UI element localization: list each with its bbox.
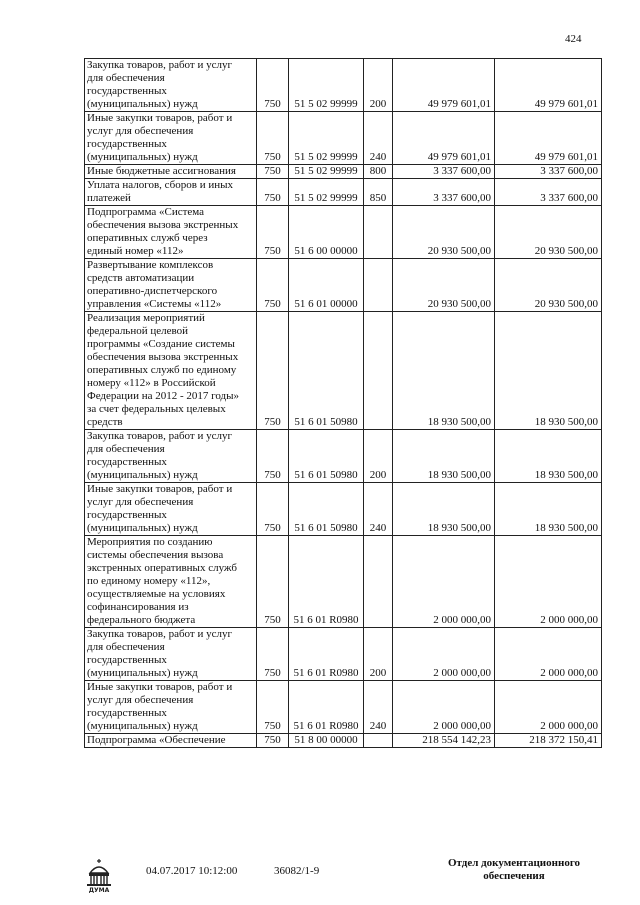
row-vr-cell: 200	[364, 59, 393, 112]
row-sum-2017-cell: 20 930 500,00	[393, 259, 495, 312]
row-ved-cell: 750	[257, 681, 289, 734]
row-ved-cell: 750	[257, 430, 289, 483]
row-name-cell: Иные бюджетные ассигнования	[85, 165, 257, 179]
table-row	[85, 681, 602, 734]
table-row	[85, 312, 602, 430]
row-sum-2018-cell: 218 372 150,41	[495, 734, 602, 748]
row-name-cell: Мероприятия по созданию системы обеспечения вызова экстренных оперативных служб по единому номеру «112», осуществляемые на условиях софинансирования из федерального бюджета	[85, 536, 257, 628]
row-name-cell: Закупка товаров, работ и услуг для обеспечения государственных (муниципальных) нужд	[85, 59, 257, 112]
row-ved-cell: 750	[257, 179, 289, 206]
row-ved-cell: 750	[257, 165, 289, 179]
row-name-cell: Реализация мероприятий федеральной целевой программы «Создание системы обеспечения вызова экстренных оперативных служб по единому номеру «112» в Российской Федерации на 2012 - 2017 годы» за счет федеральных целевых средств	[85, 312, 257, 430]
row-name-cell: Подпрограмма «Система обеспечения вызова экстренных оперативных служб через единый номер «112»	[85, 206, 257, 259]
row-csr-cell: 51 6 01 50980	[289, 312, 364, 430]
row-name-cell: Закупка товаров, работ и услуг для обеспечения государственных (муниципальных) нужд	[85, 430, 257, 483]
row-name-cell: Подпрограмма «Обеспечение	[85, 734, 257, 748]
row-csr-cell: 51 8 00 00000	[289, 734, 364, 748]
row-sum-2018-cell: 20 930 500,00	[495, 206, 602, 259]
budget-table	[84, 58, 602, 748]
row-sum-2017-cell: 2 000 000,00	[393, 681, 495, 734]
row-sum-2017-cell: 18 930 500,00	[393, 483, 495, 536]
row-csr-cell: 51 6 00 00000	[289, 206, 364, 259]
row-sum-2017-cell: 18 930 500,00	[393, 312, 495, 430]
row-sum-2017-cell: 49 979 601,01	[393, 59, 495, 112]
table-row	[85, 59, 602, 112]
row-vr-cell: 200	[364, 628, 393, 681]
row-ved-cell: 750	[257, 206, 289, 259]
row-sum-2018-cell: 2 000 000,00	[495, 628, 602, 681]
table-row	[85, 179, 602, 206]
table-row	[85, 628, 602, 681]
row-sum-2018-cell: 18 930 500,00	[495, 430, 602, 483]
row-sum-2018-cell: 49 979 601,01	[495, 59, 602, 112]
table-row	[85, 206, 602, 259]
table-row	[85, 536, 602, 628]
table-row	[85, 734, 602, 748]
row-sum-2018-cell: 20 930 500,00	[495, 259, 602, 312]
row-csr-cell: 51 5 02 99999	[289, 165, 364, 179]
row-sum-2017-cell: 2 000 000,00	[393, 628, 495, 681]
row-sum-2017-cell: 3 337 600,00	[393, 179, 495, 206]
budget-table-body	[85, 59, 602, 748]
table-row	[85, 483, 602, 536]
footer-date: 04.07.2017 10:12:00	[146, 865, 238, 877]
row-sum-2018-cell: 3 337 600,00	[495, 165, 602, 179]
page-footer	[84, 855, 604, 895]
table-row	[85, 259, 602, 312]
row-name-cell: Закупка товаров, работ и услуг для обеспечения государственных (муниципальных) нужд	[85, 628, 257, 681]
row-sum-2017-cell: 218 554 142,23	[393, 734, 495, 748]
row-csr-cell: 51 6 01 00000	[289, 259, 364, 312]
row-name-cell: Иные закупки товаров, работ и услуг для обеспечения государственных (муниципальных) нужд	[85, 681, 257, 734]
footer-department: Отдел документационного обеспечения	[447, 857, 581, 882]
row-sum-2018-cell: 18 930 500,00	[495, 483, 602, 536]
table-row	[85, 430, 602, 483]
row-ved-cell: 750	[257, 112, 289, 165]
table-row	[85, 165, 602, 179]
row-vr-cell: 850	[364, 179, 393, 206]
row-sum-2018-cell: 18 930 500,00	[495, 312, 602, 430]
row-csr-cell: 51 5 02 99999	[289, 59, 364, 112]
row-vr-cell: 200	[364, 430, 393, 483]
row-sum-2018-cell: 2 000 000,00	[495, 681, 602, 734]
duma-logo-icon	[84, 857, 114, 893]
row-sum-2018-cell: 49 979 601,01	[495, 112, 602, 165]
row-name-cell: Развертывание комплексов средств автоматизации оперативно-диспетчерского управления «Системы «112»	[85, 259, 257, 312]
row-vr-cell	[364, 259, 393, 312]
row-vr-cell: 800	[364, 165, 393, 179]
row-ved-cell: 750	[257, 259, 289, 312]
row-ved-cell: 750	[257, 312, 289, 430]
row-name-cell: Уплата налогов, сборов и иных платежей	[85, 179, 257, 206]
row-vr-cell: 240	[364, 483, 393, 536]
page-number: 424	[565, 33, 582, 45]
row-csr-cell: 51 6 01 R0980	[289, 681, 364, 734]
row-csr-cell: 51 6 01 50980	[289, 483, 364, 536]
row-csr-cell: 51 6 01 50980	[289, 430, 364, 483]
row-sum-2017-cell: 20 930 500,00	[393, 206, 495, 259]
row-csr-cell: 51 6 01 R0980	[289, 536, 364, 628]
row-vr-cell: 240	[364, 112, 393, 165]
row-sum-2018-cell: 2 000 000,00	[495, 536, 602, 628]
row-csr-cell: 51 5 02 99999	[289, 179, 364, 206]
row-sum-2017-cell: 2 000 000,00	[393, 536, 495, 628]
row-sum-2017-cell: 3 337 600,00	[393, 165, 495, 179]
row-vr-cell	[364, 734, 393, 748]
row-vr-cell	[364, 206, 393, 259]
row-sum-2017-cell: 18 930 500,00	[393, 430, 495, 483]
row-name-cell: Иные закупки товаров, работ и услуг для обеспечения государственных (муниципальных) нужд	[85, 112, 257, 165]
table-row	[85, 112, 602, 165]
row-vr-cell	[364, 312, 393, 430]
row-sum-2018-cell: 3 337 600,00	[495, 179, 602, 206]
footer-doc-number: 36082/1-9	[274, 865, 320, 877]
row-csr-cell: 51 6 01 R0980	[289, 628, 364, 681]
row-ved-cell: 750	[257, 734, 289, 748]
row-ved-cell: 750	[257, 536, 289, 628]
row-csr-cell: 51 5 02 99999	[289, 112, 364, 165]
row-ved-cell: 750	[257, 483, 289, 536]
row-sum-2017-cell: 49 979 601,01	[393, 112, 495, 165]
row-ved-cell: 750	[257, 628, 289, 681]
row-vr-cell: 240	[364, 681, 393, 734]
duma-logo-text: ДУМА	[88, 887, 110, 893]
row-vr-cell	[364, 536, 393, 628]
row-name-cell: Иные закупки товаров, работ и услуг для обеспечения государственных (муниципальных) нужд	[85, 483, 257, 536]
row-ved-cell: 750	[257, 59, 289, 112]
